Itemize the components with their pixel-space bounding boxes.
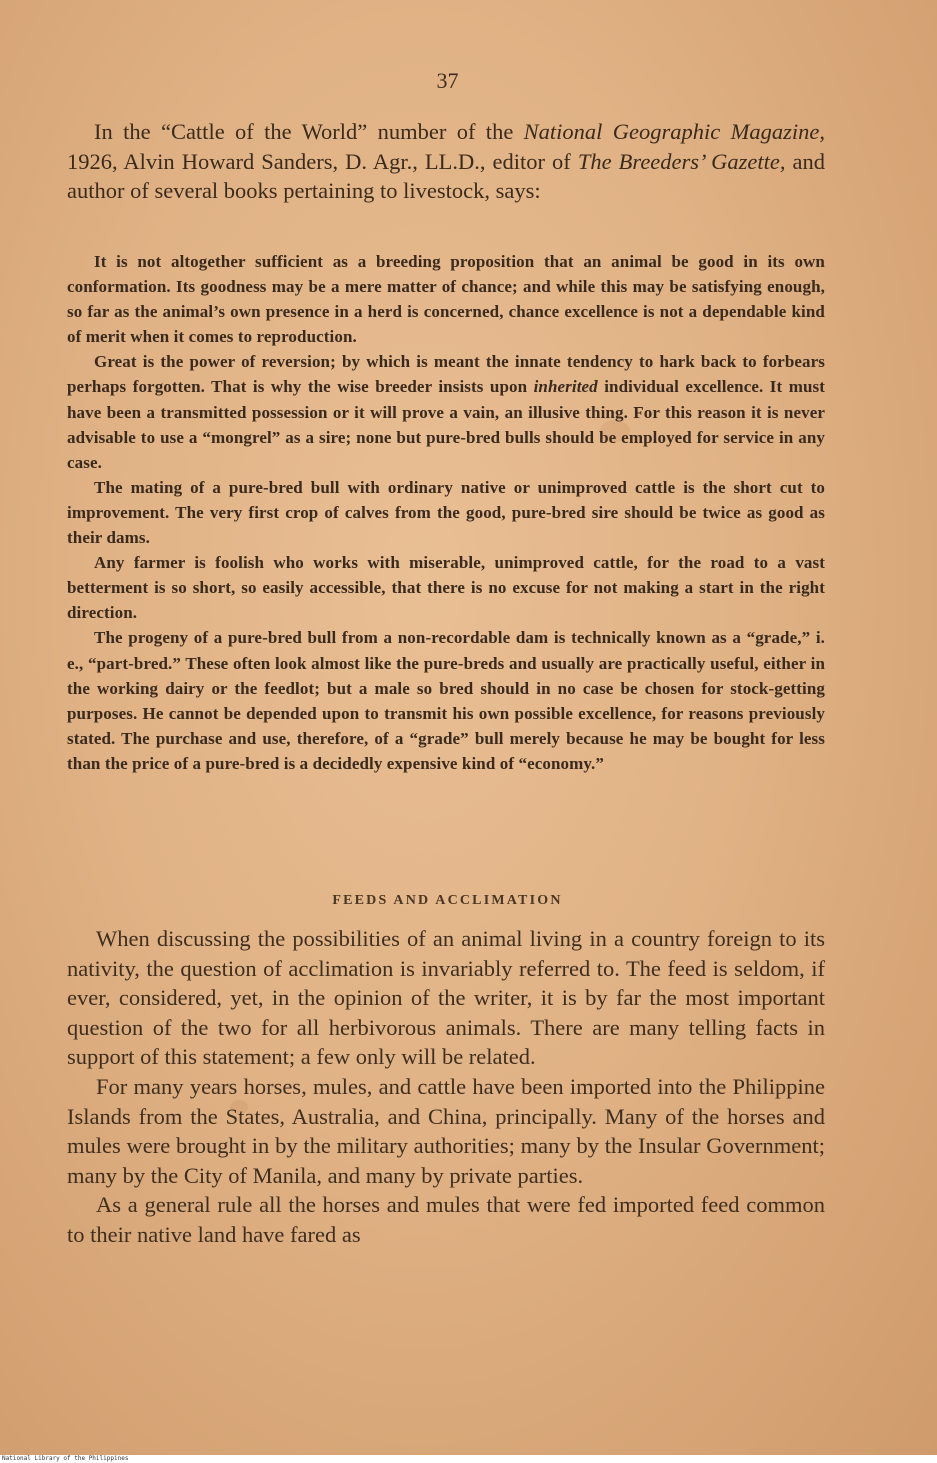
quote-paragraph-3: The mating of a pure-bred bull with ordinary native or unimproved cattle is the short cut to improvement. The very first crop of calves from the good, pure-bred sire should be twice as good as their dams. [67, 477, 825, 548]
magazine-title: National Geographic Magazine, [523, 119, 825, 144]
body-text [67, 924, 825, 1250]
quote-paragraph-4: Any farmer is foolish who works with miserable, unimproved cattle, for the road to a vast betterment is so short, so easily accessible, that there is no excuse for not making a start in the right direction. [67, 553, 825, 623]
block-quote [67, 249, 825, 776]
body-paragraph-1: When discussing the possibilities of an animal living in a country foreign to its nativity, the question of acclimation is invariably referred to. The feed is seldom, if ever, considered, yet, in the opinion of the writer, it is by far the most important question of the two for all herbivorous animals. There are many telling facts in support of this statement; a few only will be related. [67, 926, 825, 1070]
quote-paragraph-5: The progeny of a pure-bred bull from a non-recordable dam is technically known as a “grade,” i. e., “part-bred.” These often look almost like the pure-breds and usually are practically useful, either in the working dairy or the feedlot; but a male so bred should in no case be chosen for stock-getting purposes. He cannot be depended upon to transmit his own possible excellence, for reasons previously stated. The purchase and use, therefore, of a “grade” bull merely because he may be bought for less than the price of a pure-bred is a decidedly expensive kind of “economy.” [67, 628, 825, 773]
quote-p2-emphasis: inherited [533, 377, 598, 397]
gazette-title: The Breeders’ Gazette, [577, 148, 786, 174]
section-heading: FEEDS AND ACCLIMATION [332, 893, 563, 908]
quote-paragraph-1: It is not altogether sufficient as a breeding proposition that an animal be good in its own conformation. Its goodness may be a mere matter of chance; and while this may be satisfying enough, so far as the animal’s own presence in a herd is concerned, chance excellence is not a dependable kind of merit when it comes to reproduction. [67, 252, 825, 347]
library-credit: National Library of the Philippines [2, 1455, 129, 1462]
page-number: 37 [436, 68, 459, 93]
intro-text-3: and author of several books pertaining to livestock, says: [67, 148, 825, 203]
quote-paragraph-2 [67, 349, 825, 474]
intro-text-2: 1926, Alvin Howard Sanders, D. Agr., LL.D., editor of [67, 148, 578, 174]
quote-p2-text-a: Great is the power of reversion; by which is meant the innate tendency to hark back to forbears perhaps forgotten. That is why the wise breeder insists upon [67, 352, 825, 397]
quote-p2-text-b: individual excellence. It must have been a transmitted possession or it will prove a vain, an illusive thing. For this reason it is never advisable to use a “mongrel” as a sire; none but pure-bred bulls should be employed for service in any case. [67, 377, 825, 472]
footer-strip [0, 1455, 937, 1463]
body-paragraph-2: For many years horses, mules, and cattle have been imported into the Philippine Islands from the States, Australia, and China, principally. Many of the horses and mules were brought in by the military authorities; many by the Insular Government; many by the City of Manila, and many by private parties. [67, 1073, 825, 1188]
body-paragraph-3: As a general rule all the horses and mules that were fed imported feed common to their native land have fared as [67, 1192, 825, 1247]
intro-paragraph [67, 117, 825, 206]
intro-text-1: In the “Cattle of the World” number of the [94, 119, 524, 144]
